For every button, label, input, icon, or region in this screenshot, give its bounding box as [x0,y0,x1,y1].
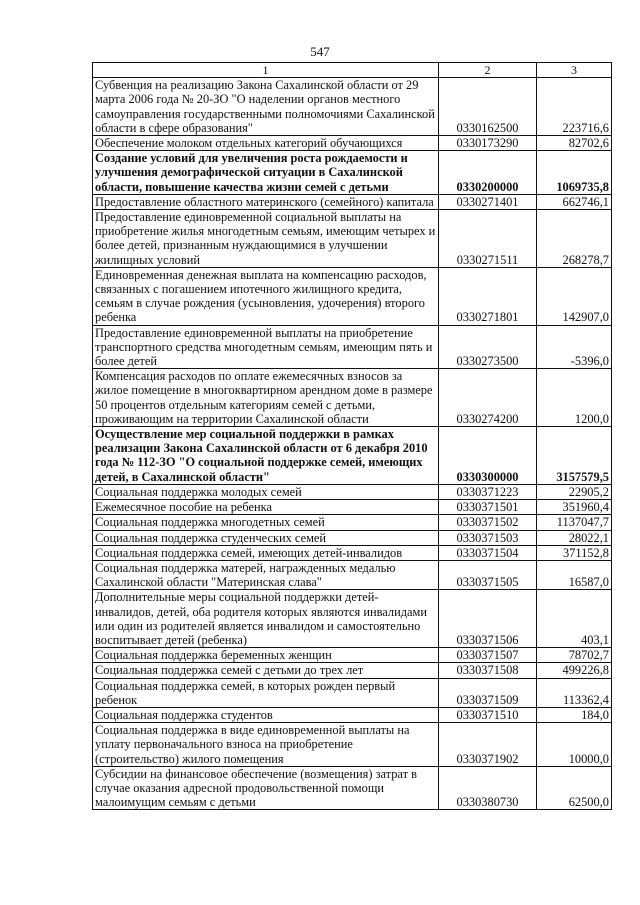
row-name-cell: Социальная поддержка семей, в которых рожден первый ребенок [93,678,439,707]
row-code-cell: 0330371510 [439,707,537,722]
row-amount-cell: 403,1 [537,590,612,648]
table-row [93,325,612,369]
table-row [93,723,612,767]
row-name-cell: Субсидии на финансовое обеспечение (возмещения) затрат в случае оказания адресной продовольственной помощи малоимущим семьям с детьми [93,766,439,810]
row-name-cell: Социальная поддержка беременных женщин [93,648,439,663]
table-row [93,515,612,530]
row-amount-cell: 1069735,8 [537,151,612,195]
column-header-3: 3 [537,63,612,78]
row-code-cell: 0330274200 [439,369,537,427]
row-name-cell: Единовременная денежная выплата на компенсацию расходов, связанных с погашением ипотечного жилищного кредита, семьям в случае рождения (усыновления, удочерения) второго ребенка [93,267,439,325]
row-name-cell: Социальная поддержка студенческих семей [93,530,439,545]
row-code-cell: 0330371508 [439,663,537,678]
row-code-cell: 0330371509 [439,678,537,707]
row-amount-cell: 223716,6 [537,78,612,136]
row-amount-cell: 78702,7 [537,648,612,663]
table-row [93,78,612,136]
row-code-cell: 0330271801 [439,267,537,325]
table-row [93,484,612,499]
table-row [93,500,612,515]
table-body [93,78,612,810]
row-code-cell: 0330371502 [439,515,537,530]
row-code-cell: 0330273500 [439,325,537,369]
row-code-cell: 0330371501 [439,500,537,515]
row-code-cell: 0330162500 [439,78,537,136]
table-row [93,267,612,325]
table-row [93,545,612,560]
row-name-cell: Создание условий для увеличения роста рождаемости и улучшения демографической ситуации в Сахалинской области, повышение качества жизни семей с детьми [93,151,439,195]
row-amount-cell: 1200,0 [537,369,612,427]
row-name-cell: Социальная поддержка в виде единовременной выплаты на уплату первоначального взноса на приобретение (строительство) жилого помещения [93,723,439,767]
row-code-cell: 0330271401 [439,194,537,209]
row-code-cell: 0330173290 [439,136,537,151]
table-row [93,678,612,707]
row-name-cell: Социальная поддержка студентов [93,707,439,722]
row-amount-cell: 16587,0 [537,560,612,589]
row-amount-cell: 268278,7 [537,210,612,268]
row-code-cell: 0330371503 [439,530,537,545]
row-amount-cell: 184,0 [537,707,612,722]
row-name-cell: Компенсация расходов по оплате ежемесячных взносов за жилое помещение в многоквартирном арендном доме в размере 50 процентов отдельным категориям семей с детьми, проживающим на территории Сахалинской области [93,369,439,427]
row-amount-cell: 62500,0 [537,766,612,810]
row-name-cell: Социальная поддержка семей, имеющих детей-инвалидов [93,545,439,560]
row-amount-cell: 499226,8 [537,663,612,678]
row-name-cell: Предоставление областного материнского (семейного) капитала [93,194,439,209]
row-amount-cell: 22905,2 [537,484,612,499]
budget-table [92,62,612,810]
row-amount-cell: 113362,4 [537,678,612,707]
table-row [93,530,612,545]
column-header-1: 1 [93,63,439,78]
table-row [93,194,612,209]
row-code-cell: 0330380730 [439,766,537,810]
row-name-cell: Осуществление мер социальной поддержки в рамках реализации Закона Сахалинской области от 6 декабря 2010 года № 112-ЗО "О социальной поддержке семей, имеющих детей, в Сахалинской области" [93,427,439,485]
table-row [93,648,612,663]
row-amount-cell: 3157579,5 [537,427,612,485]
row-amount-cell: 351960,4 [537,500,612,515]
row-amount-cell: -5396,0 [537,325,612,369]
row-name-cell: Социальная поддержка семей с детьми до трех лет [93,663,439,678]
row-code-cell: 0330200000 [439,151,537,195]
row-amount-cell: 82702,6 [537,136,612,151]
row-amount-cell: 142907,0 [537,267,612,325]
table-header-row [93,63,612,78]
row-amount-cell: 662746,1 [537,194,612,209]
table-row [93,707,612,722]
table-row [93,766,612,810]
column-header-2: 2 [439,63,537,78]
row-code-cell: 0330271511 [439,210,537,268]
row-amount-cell: 1137047,7 [537,515,612,530]
row-name-cell: Ежемесячное пособие на ребенка [93,500,439,515]
row-code-cell: 0330371504 [439,545,537,560]
row-name-cell: Социальная поддержка многодетных семей [93,515,439,530]
row-name-cell: Субвенция на реализацию Закона Сахалинской области от 29 марта 2006 года № 20-ЗО "О наделении органов местного самоуправления государственными полномочиями Сахалинской области в сфере образования" [93,78,439,136]
row-name-cell: Обеспечение молоком отдельных категорий обучающихся [93,136,439,151]
table-row [93,151,612,195]
row-code-cell: 0330371506 [439,590,537,648]
table-row [93,663,612,678]
row-amount-cell: 10000,0 [537,723,612,767]
row-name-cell: Дополнительные меры социальной поддержки детей-инвалидов, детей, оба родителя которых являются инвалидами или один из родителей является инвалидом и самостоятельно воспитывает детей (ребенка) [93,590,439,648]
row-amount-cell: 28022,1 [537,530,612,545]
row-code-cell: 0330371223 [439,484,537,499]
table-row [93,210,612,268]
table-row [93,136,612,151]
row-name-cell: Социальная поддержка молодых семей [93,484,439,499]
table-row [93,560,612,589]
page-number: 547 [310,44,330,59]
row-name-cell: Предоставление единовременной выплаты на приобретение транспортного средства многодетным семьям, имеющим пять и более детей [93,325,439,369]
row-name-cell: Социальная поддержка матерей, награжденных медалью Сахалинской области "Материнская слава" [93,560,439,589]
table-row [93,369,612,427]
row-code-cell: 0330371902 [439,723,537,767]
row-amount-cell: 371152,8 [537,545,612,560]
row-code-cell: 0330371505 [439,560,537,589]
row-code-cell: 0330371507 [439,648,537,663]
row-code-cell: 0330300000 [439,427,537,485]
row-name-cell: Предоставление единовременной социальной выплаты на приобретение жилья многодетным семьям, имеющим четырех и более детей, признанным нуждающимися в улучшении жилищных условий [93,210,439,268]
table-row [93,590,612,648]
table-row [93,427,612,485]
